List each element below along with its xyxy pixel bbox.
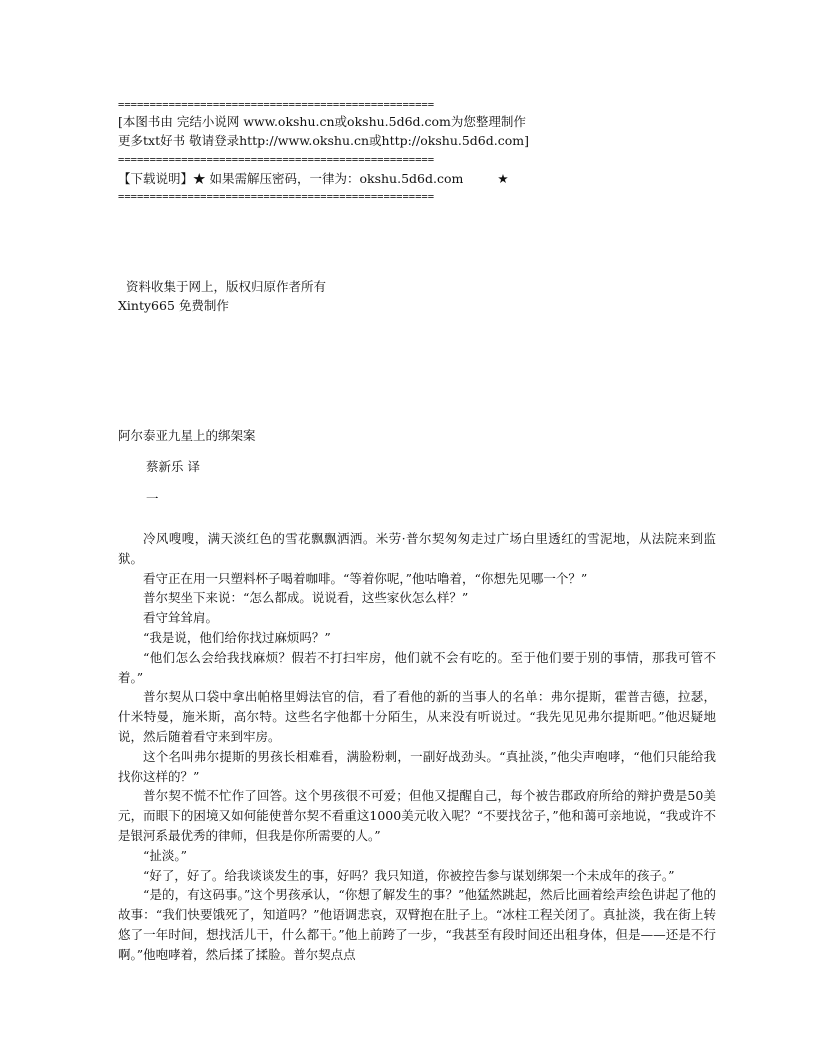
separator-line: ================================================== [118, 99, 435, 111]
credits-line-1: 资料收集于网上，版权归原作者所有 [126, 279, 327, 294]
separator-line: ================================================== [118, 154, 435, 166]
translator-credit: 蔡新乐 译 [146, 459, 200, 474]
credits-line-2: Xinty665 免费制作 [118, 298, 229, 313]
paragraph: 普尔契从口袋中拿出帕格里姆法官的信，看了看他的新的当事人的名单：弗尔提斯，霍普吉德，拉瑟，什米特曼，施米斯，高尔特。这些名字他都十分陌生，从来没有听说过。“我先见见弗尔提斯吧。”他迟疑地说，然后随着看守来到牢房。 [118, 689, 716, 744]
paragraph: 这个名叫弗尔提斯的男孩长相难看，满脸粉刺，一副好战劲头。“真扯淡，”他尖声咆哮，“他们只能给我找你这样的？” [118, 748, 716, 784]
paragraph: 看守正在用一只塑料杯子喝着咖啡。“等着你呢，”他咕噜着，“你想先见哪一个？” [143, 570, 588, 586]
header-line-2: 更多txt好书 敬请登录http://www.okshu.cn或http://okshu.5d6d.com] [118, 133, 529, 148]
paragraph: “是的，有这码事。”这个男孩承认，“你想了解发生的事？”他猛然跳起，然后比画着绘声绘色讲起了他的故事：“我们快要饿死了，知道吗？”他语调悲哀，双臂抱在肚子上。“冰柱工程关闭了。真扯淡，我在街上转悠了一年时间，想找活儿干，什么都干。”他上前跨了一步，“我甚至有段时间还出租身体，但是——还是不行啊。”他咆哮着，然后揉了揉脸。普尔契点点 [118, 887, 716, 962]
header-line-1: [本图书由 完结小说网 www.okshu.cn或okshu.5d6d.com为您整理制作 [118, 114, 526, 129]
paragraph: 冷风嗖嗖，满天淡红色的雪花飘飘洒洒。米劳·普尔契匆匆走过广场白里透红的雪泥地，从法院来到监狱。 [118, 531, 716, 566]
paragraph: “我是说，他们给你找过麻烦吗？” [143, 629, 331, 645]
download-note [118, 170, 509, 188]
paragraph: “好了，好了。给我谈谈发生的事，好吗？我只知道，你被控告参与谋划绑架一个未成年的孩子。” [143, 867, 675, 883]
paragraph: 看守耸耸肩。 [143, 610, 219, 626]
chapter-number: 一 [146, 491, 159, 506]
separator-line: ================================================== [118, 191, 435, 203]
paragraph: 普尔契不慌不忙作了回答。这个男孩很不可爱；但他又提醒自己，每个被告郡政府所给的辩护费是50美元，而眼下的困境又如何能使普尔契不看重这1000美元收入呢？“不要找岔子，”他和蔼可亲地说，“我或许不是银河系最优秀的律师，但我是你所需要的人。” [118, 788, 716, 843]
story-body [118, 529, 716, 965]
star-icon: ★ [497, 171, 509, 186]
paragraph: 普尔契坐下来说：“怎么都成。说说看，这些家伙怎么样？” [143, 590, 469, 606]
download-note-text: 【下载说明】★ 如果需解压密码，一律为：okshu.5d6d.com [118, 171, 464, 186]
story-title: 阿尔泰亚九星上的绑架案 [118, 428, 256, 443]
paragraph: “他们怎么会给我找麻烦？假若不打扫牢房，他们就不会有吃的。至于他们要于别的事情，那我可管不着。” [118, 649, 716, 685]
paragraph: “扯淡。” [143, 847, 188, 863]
